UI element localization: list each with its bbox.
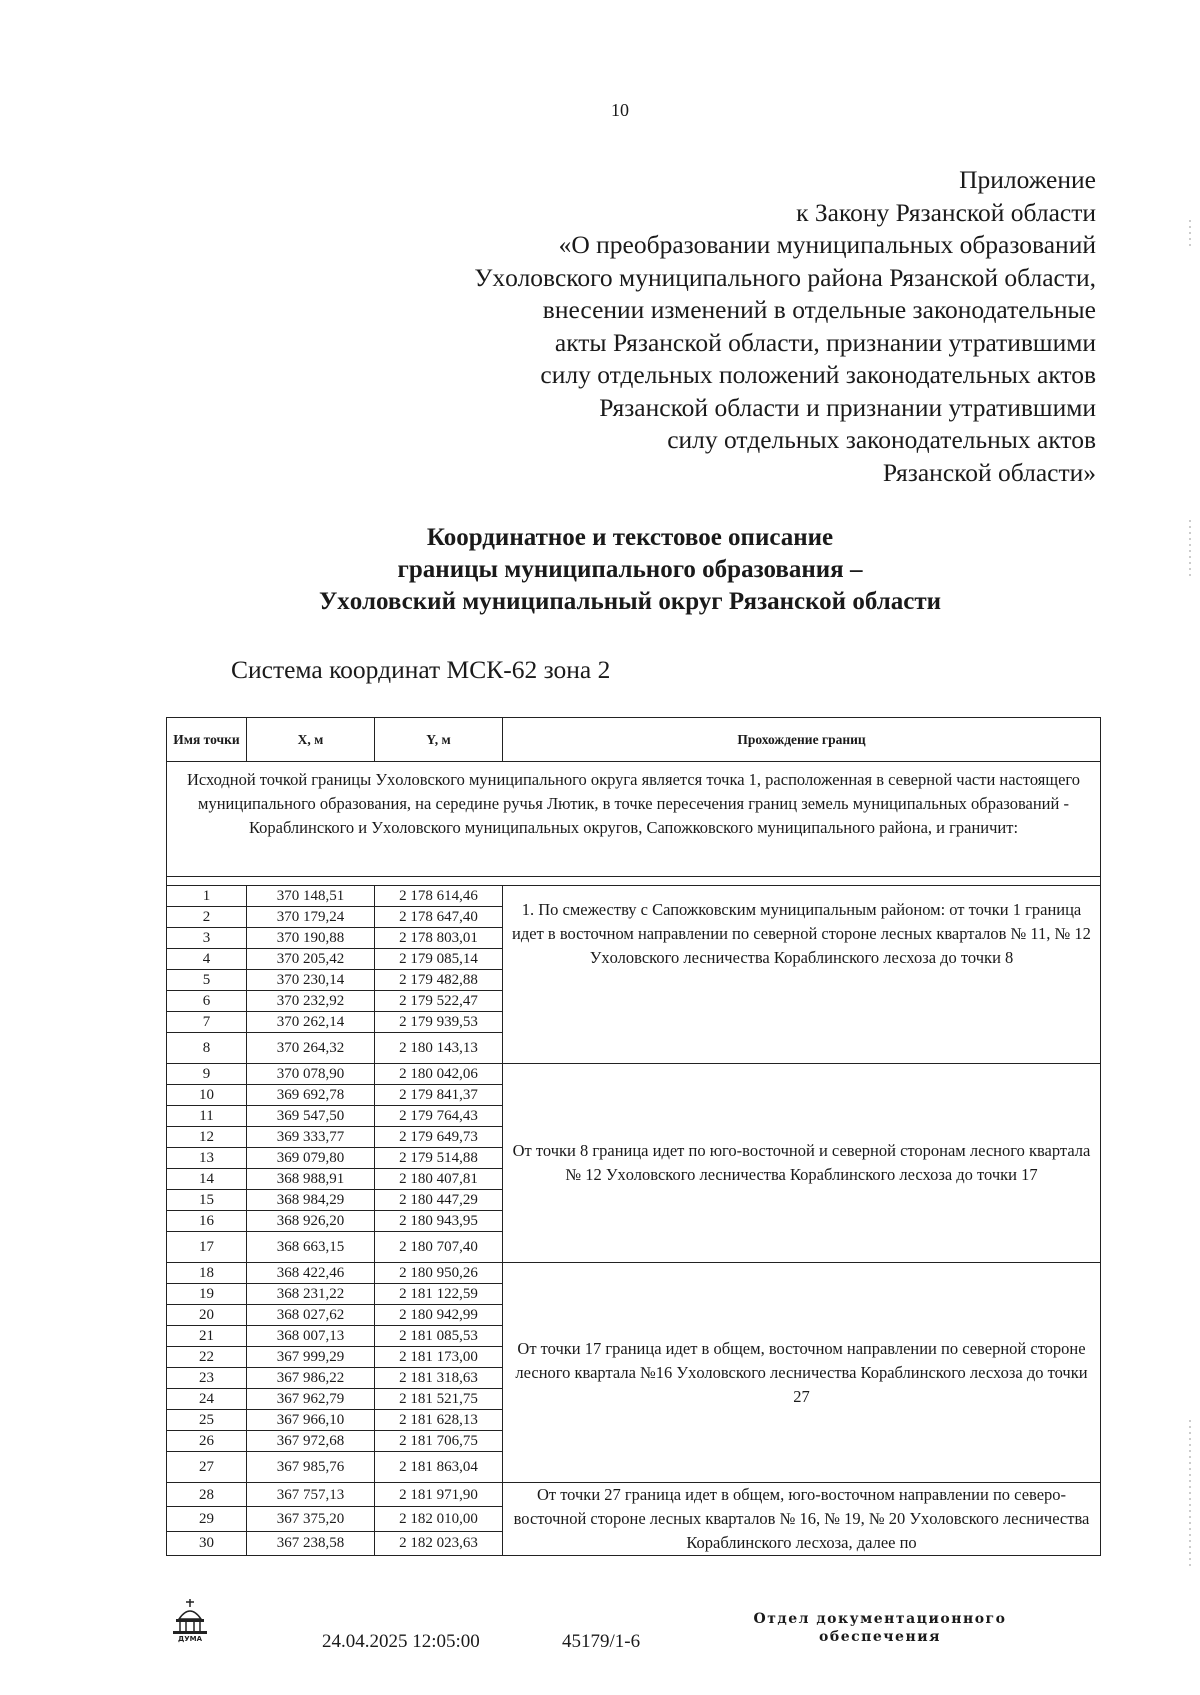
boundary-description-cell: От точки 17 граница идет в общем, восточном направлении по северной стороне лесного квартала №16 Уxоловского лесничества Кораблинского лесхоза до точки 27 (503, 1263, 1101, 1483)
y-coordinate-cell: 2 179 649,73 (375, 1127, 503, 1148)
point-number-cell: 11 (167, 1106, 247, 1127)
intro-row (167, 762, 1101, 877)
header-y: Y, м (375, 718, 503, 762)
x-coordinate-cell: 368 926,20 (247, 1211, 375, 1232)
appendix-line: к Закону Рязанской области (796, 197, 1096, 227)
x-coordinate-cell: 370 190,88 (247, 928, 375, 949)
point-number-cell: 1 (167, 886, 247, 907)
gap-row (167, 877, 1101, 886)
point-number-cell: 10 (167, 1085, 247, 1106)
point-number-cell: 24 (167, 1389, 247, 1410)
title-line: Уxоловский муниципальный округ Рязанской области (318, 588, 942, 615)
document-title (160, 522, 1100, 618)
x-coordinate-cell: 368 663,15 (247, 1232, 375, 1263)
y-coordinate-cell: 2 181 628,13 (375, 1410, 503, 1431)
x-coordinate-cell: 368 007,13 (247, 1326, 375, 1347)
x-coordinate-cell: 370 148,51 (247, 886, 375, 907)
boundary-description-cell: 1. По смежеству с Сапожковским муниципальным районом: от точки 1 граница идет в восточном направлении по северной стороне лесных кварталов № 11, № 12 Уxоловского лесничества Кораблинского лесхоза до точки 8 (503, 886, 1101, 1064)
header-description: Прохождение границ (503, 718, 1101, 762)
point-number-cell: 20 (167, 1305, 247, 1326)
page-number: 10 (611, 100, 629, 120)
point-number-cell: 15 (167, 1190, 247, 1211)
point-number-cell: 7 (167, 1012, 247, 1033)
point-number-cell: 23 (167, 1368, 247, 1389)
point-number-cell: 28 (167, 1483, 247, 1507)
point-number-cell: 29 (167, 1507, 247, 1531)
appendix-line: Уxоловского муниципального района Рязанской области, (474, 262, 1096, 292)
y-coordinate-cell: 2 180 042,06 (375, 1064, 503, 1085)
footer-department: Отдел документационного обеспечения (753, 1611, 1007, 1645)
y-coordinate-cell: 2 180 407,81 (375, 1169, 503, 1190)
boundary-description-cell: От точки 8 граница идет по юго-восточной и северной сторонам лесного квартала № 12 Уxоловского лесничества Кораблинского лесхоза до точки 17 (503, 1064, 1101, 1263)
title-line: границы муниципального образования – (397, 556, 863, 583)
point-number-cell: 30 (167, 1531, 247, 1555)
appendix-line: «О преобразовании муниципальных образований (558, 230, 1096, 259)
point-number-cell: 2 (167, 907, 247, 928)
y-coordinate-cell: 2 181 122,59 (375, 1284, 503, 1305)
point-number-cell: 6 (167, 991, 247, 1012)
y-coordinate-cell: 2 178 614,46 (375, 886, 503, 907)
x-coordinate-cell: 369 079,80 (247, 1148, 375, 1169)
appendix-line: Приложение (959, 165, 1096, 194)
appendix-line: Рязанской области и признании утратившими (599, 392, 1096, 422)
x-coordinate-cell: 368 231,22 (247, 1284, 375, 1305)
point-number-cell: 22 (167, 1347, 247, 1368)
footer-doc-code: 45179/1-6 (562, 1631, 641, 1652)
x-coordinate-cell: 367 966,10 (247, 1410, 375, 1431)
y-coordinate-cell: 2 179 841,37 (375, 1085, 503, 1106)
point-number-cell: 5 (167, 970, 247, 991)
x-coordinate-cell: 367 999,29 (247, 1347, 375, 1368)
y-coordinate-cell: 2 181 971,90 (375, 1483, 503, 1507)
y-coordinate-cell: 2 179 764,43 (375, 1106, 503, 1127)
x-coordinate-cell: 367 985,76 (247, 1452, 375, 1483)
x-coordinate-cell: 370 232,92 (247, 991, 375, 1012)
appendix-header (336, 164, 1096, 489)
y-coordinate-cell: 2 179 939,53 (375, 1012, 503, 1033)
y-coordinate-cell: 2 182 010,00 (375, 1507, 503, 1531)
y-coordinate-cell: 2 180 943,95 (375, 1211, 503, 1232)
point-number-cell: 26 (167, 1431, 247, 1452)
appendix-line: силу отдельных законодательных актов (667, 425, 1096, 454)
point-number-cell: 9 (167, 1064, 247, 1085)
x-coordinate-cell: 367 375,20 (247, 1507, 375, 1531)
duma-logo-icon (170, 1597, 210, 1643)
boundary-table (166, 717, 1101, 1556)
gap-cell (167, 877, 1101, 886)
y-coordinate-cell: 2 178 647,40 (375, 907, 503, 928)
y-coordinate-cell: 2 180 447,29 (375, 1190, 503, 1211)
x-coordinate-cell: 368 027,62 (247, 1305, 375, 1326)
logo-text: ДУМА (177, 1635, 203, 1643)
appendix-line: силу отдельных положений законодательных актов (540, 360, 1096, 389)
x-coordinate-cell: 367 238,58 (247, 1531, 375, 1555)
x-coordinate-cell: 367 962,79 (247, 1389, 375, 1410)
table-row (167, 886, 1101, 907)
y-coordinate-cell: 2 181 318,63 (375, 1368, 503, 1389)
point-number-cell: 19 (167, 1284, 247, 1305)
header-point: Имя точки (167, 718, 247, 762)
x-coordinate-cell: 369 547,50 (247, 1106, 375, 1127)
x-coordinate-cell: 368 984,29 (247, 1190, 375, 1211)
x-coordinate-cell: 367 986,22 (247, 1368, 375, 1389)
y-coordinate-cell: 2 180 143,13 (375, 1033, 503, 1064)
appendix-line: акты Рязанской области, признании утратившими (554, 327, 1096, 357)
y-coordinate-cell: 2 180 707,40 (375, 1232, 503, 1263)
table-row (167, 1483, 1101, 1507)
y-coordinate-cell: 2 181 706,75 (375, 1431, 503, 1452)
y-coordinate-cell: 2 180 950,26 (375, 1263, 503, 1284)
header-x: X, м (247, 718, 375, 762)
x-coordinate-cell: 370 264,32 (247, 1033, 375, 1064)
y-coordinate-cell: 2 181 085,53 (375, 1326, 503, 1347)
x-coordinate-cell: 370 179,24 (247, 907, 375, 928)
x-coordinate-cell: 370 078,90 (247, 1064, 375, 1085)
point-number-cell: 12 (167, 1127, 247, 1148)
y-coordinate-cell: 2 181 521,75 (375, 1389, 503, 1410)
y-coordinate-cell: 2 180 942,99 (375, 1305, 503, 1326)
x-coordinate-cell: 370 230,14 (247, 970, 375, 991)
appendix-line: внесении изменений в отдельные законодательные (542, 295, 1096, 324)
point-number-cell: 14 (167, 1169, 247, 1190)
x-coordinate-cell: 369 692,78 (247, 1085, 375, 1106)
boundary-description-cell: От точки 27 граница идет в общем, юго-восточном направлении по северо-восточной стороне лесных кварталов № 16, № 19, № 20 Уxоловского лесничества Кораблинского лесхоза, далее по (503, 1483, 1101, 1556)
y-coordinate-cell: 2 181 863,04 (375, 1452, 503, 1483)
point-number-cell: 25 (167, 1410, 247, 1431)
point-number-cell: 8 (167, 1033, 247, 1064)
intro-text: Исходной точкой границы Уxоловского муниципального округа является точка 1, расположенная в северной части настоящего муниципального образования, на середине ручья Лютик, в точке пересечения границ земель муниципальных образований - Кораблинского и Уxоловского муниципальных округов, Сапожковского муниципального района, и граничит: (167, 762, 1101, 877)
y-coordinate-cell: 2 179 514,88 (375, 1148, 503, 1169)
y-coordinate-cell: 2 179 085,14 (375, 949, 503, 970)
point-number-cell: 3 (167, 928, 247, 949)
table-row (167, 1263, 1101, 1284)
y-coordinate-cell: 2 182 023,63 (375, 1531, 503, 1555)
y-coordinate-cell: 2 181 173,00 (375, 1347, 503, 1368)
x-coordinate-cell: 367 757,13 (247, 1483, 375, 1507)
point-number-cell: 4 (167, 949, 247, 970)
point-number-cell: 21 (167, 1326, 247, 1347)
point-number-cell: 18 (167, 1263, 247, 1284)
x-coordinate-cell: 370 205,42 (247, 949, 375, 970)
y-coordinate-cell: 2 179 482,88 (375, 970, 503, 991)
y-coordinate-cell: 2 179 522,47 (375, 991, 503, 1012)
point-number-cell: 27 (167, 1452, 247, 1483)
x-coordinate-cell: 368 988,91 (247, 1169, 375, 1190)
footer-datetime: 24.04.2025 12:05:00 (322, 1631, 480, 1652)
table-row (167, 1064, 1101, 1085)
appendix-line: Рязанской области» (882, 457, 1096, 487)
scan-edge-marks (1186, 220, 1194, 1570)
x-coordinate-cell: 370 262,14 (247, 1012, 375, 1033)
point-number-cell: 13 (167, 1148, 247, 1169)
title-line: Координатное и текстовое описание (426, 524, 834, 551)
y-coordinate-cell: 2 178 803,01 (375, 928, 503, 949)
point-number-cell: 16 (167, 1211, 247, 1232)
x-coordinate-cell: 369 333,77 (247, 1127, 375, 1148)
point-number-cell: 17 (167, 1232, 247, 1263)
table-header-row (167, 718, 1101, 762)
coordinate-system: Система координат МСК-62 зона 2 (231, 655, 611, 684)
x-coordinate-cell: 367 972,68 (247, 1431, 375, 1452)
x-coordinate-cell: 368 422,46 (247, 1263, 375, 1284)
